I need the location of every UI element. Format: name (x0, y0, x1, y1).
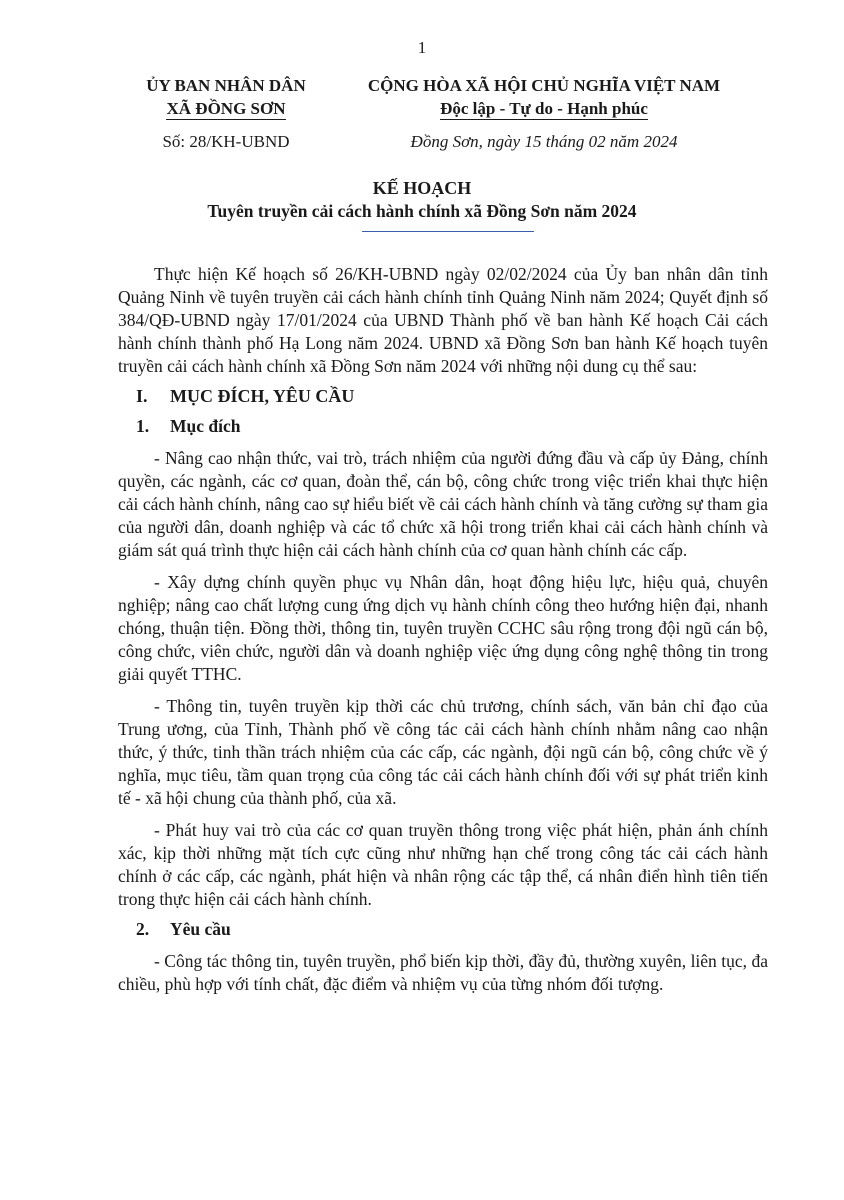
national-motto: Độc lập - Tự do - Hạnh phúc (440, 99, 648, 118)
title-divider (362, 231, 534, 232)
subsection-title: Mục đích (170, 416, 241, 436)
page-number: 1 (417, 38, 427, 57)
subsection-title: Yêu cầu (170, 919, 231, 939)
document-number: Số: 28/KH-UBND (162, 132, 290, 151)
agency-commune: XÃ ĐỒNG SƠN (166, 99, 286, 118)
body-paragraph: - Công tác thông tin, tuyên truyền, phổ biến kịp thời, đầy đủ, thường xuyên, liên tục, đa chiều, phù hợp với tính chất, đặc điểm và nhiệm vụ của từng nhóm đối tượng. (118, 951, 768, 994)
subsection-heading (118, 415, 768, 438)
place-date: Đồng Sơn, ngày 15 tháng 02 năm 2024 (410, 132, 678, 151)
section-heading (118, 385, 768, 408)
document-title: KẾ HOẠCH (372, 178, 472, 198)
subsection-heading (118, 918, 768, 941)
agency-name: ỦY BAN NHÂN DÂN (146, 76, 306, 95)
document-subtitle: Tuyên truyền cải cách hành chính xã Đồng Sơn năm 2024 (207, 201, 637, 221)
agency-header (108, 74, 344, 120)
national-title: CỘNG HÒA XÃ HỘI CHỦ NGHĨA VIỆT NAM (367, 76, 721, 95)
national-header (344, 74, 744, 120)
subsection-number: 1. (136, 416, 150, 436)
document-body (118, 263, 768, 996)
section-title: MỤC ĐÍCH, YÊU CẦU (170, 386, 355, 406)
body-paragraph: - Thông tin, tuyên truyền kịp thời các chủ trương, chính sách, văn bản chỉ đạo của Trung ương, của Tỉnh, Thành phố về công tác cải cách hành chính nhằm nâng cao nhận thức, ý thức, tinh thần trách nhiệm của các cấp, các ngành, đội ngũ cán bộ, công chức về ý nghĩa, mục tiêu, tầm quan trọng của công tác cải cách hành chính đối với sự phát triển kinh tế - xã hội chung của thành phố, của xã. (118, 696, 768, 808)
body-paragraph: - Phát huy vai trò của các cơ quan truyền thông trong việc phát hiện, phản ánh chính xác, kịp thời những mặt tích cực cũng như những hạn chế trong công tác cải cách hành chính ở các cấp, các ngành, phát hiện và nhân rộng các tập thể, cá nhân điển hình tiên tiến trong thực hiện cải cách hành chính. (118, 820, 768, 909)
body-paragraph: - Xây dựng chính quyền phục vụ Nhân dân, hoạt động hiệu lực, hiệu quả, chuyên nghiệp; nâng cao chất lượng cung ứng dịch vụ hành chính công theo hướng hiện đại, nhanh chóng, thuận tiện. Đồng thời, thông tin, tuyên truyền CCHC sâu rộng trong đội ngũ cán bộ, công chức, viên chức, người dân và doanh nghiệp việc ứng dụng công nghệ thông tin trong giải quyết TTHC. (118, 572, 768, 684)
section-number: I. (136, 386, 148, 406)
subsection-number: 2. (136, 919, 150, 939)
intro-paragraph: Thực hiện Kế hoạch số 26/KH-UBND ngày 02/02/2024 của Ủy ban nhân dân tỉnh Quảng Ninh về tuyên truyền cải cách hành chính tỉnh Quảng Ninh năm 2024; Quyết định số 384/QĐ-UBND ngày 17/01/2024 của UBND Thành phố về ban hành Kế hoạch Cải cách hành chính thành phố Hạ Long năm 2024. UBND xã Đồng Sơn ban hành Kế hoạch tuyên truyền cải cách hành chính xã Đồng Sơn năm 2024 với những nội dung cụ thể sau: (118, 264, 768, 376)
body-paragraph: - Nâng cao nhận thức, vai trò, trách nhiệm của người đứng đầu và cấp ủy Đảng, chính quyền, các ngành, các cơ quan, đoàn thể, cán bộ, công chức trong việc triển khai thực hiện cải cách hành chính, nâng cao sự hiểu biết về cải cách hành chính và tăng cường sự tham gia của người dân, doanh nghiệp và các tổ chức xã hội trong triển khai cải cách hành chính và giám sát quá trình thực hiện cải cách hành chính của cơ quan hành chính các cấp. (118, 448, 768, 560)
